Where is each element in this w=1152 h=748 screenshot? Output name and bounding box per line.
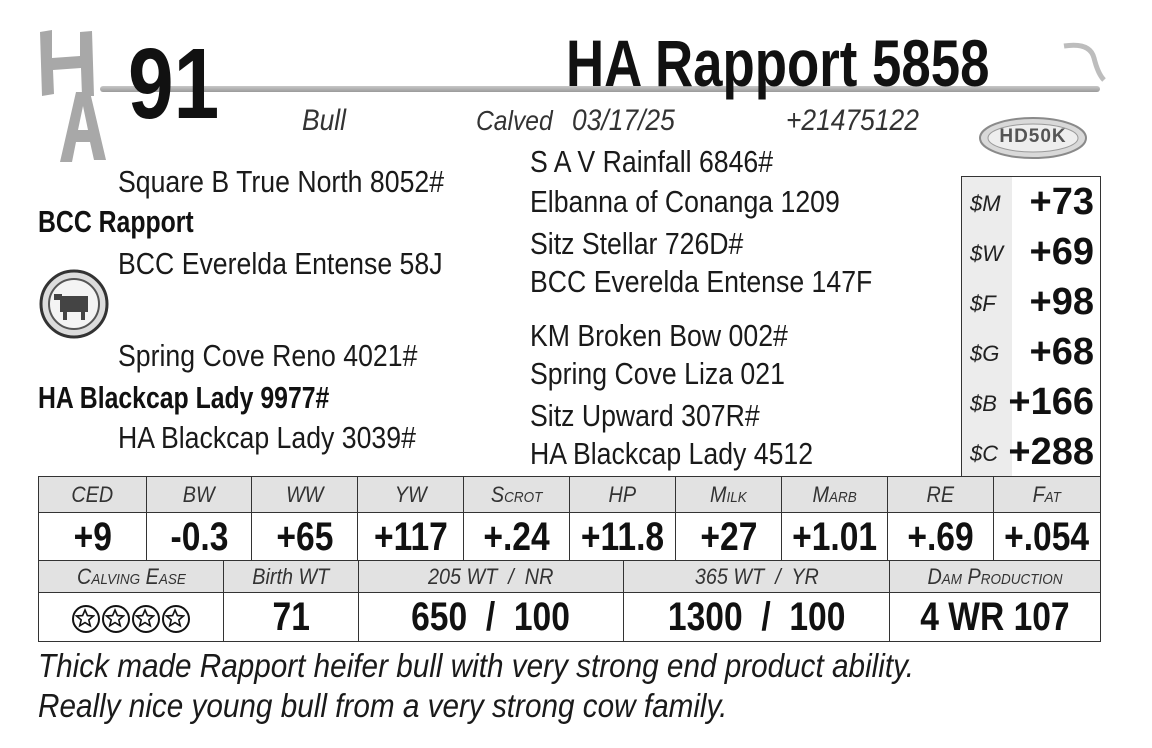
index-value: +166 bbox=[1008, 381, 1094, 423]
epd-grid bbox=[38, 476, 1101, 642]
sire-sire: Square B True North 8052# bbox=[118, 164, 445, 199]
epd-value-row bbox=[39, 513, 1100, 561]
epd-header-scrot: Scrot bbox=[464, 477, 570, 512]
registration-number: +21475122 bbox=[786, 104, 919, 137]
animal-sex: Bull bbox=[302, 104, 347, 137]
epd-value-fat: +.054 bbox=[1004, 515, 1090, 559]
perf-value-birth-wt: 71 bbox=[224, 593, 359, 641]
epd-header-yw: YW bbox=[358, 477, 464, 512]
epd-header-fat: Fat bbox=[994, 477, 1100, 512]
sire: BCC Rapport bbox=[38, 204, 194, 239]
dam-dam-sire: Sitz Upward 307R# bbox=[530, 398, 760, 433]
star-icon bbox=[102, 605, 130, 633]
calving-ease-star-group bbox=[71, 595, 191, 639]
epd-header-row bbox=[39, 477, 1100, 513]
perf-header-dam-production: Dam Production bbox=[890, 561, 1100, 592]
index-value: +68 bbox=[1029, 331, 1094, 373]
lot-number: 91 bbox=[128, 28, 220, 140]
index-row: $B +166 bbox=[970, 381, 1094, 423]
dam-dam-dam: HA Blackcap Lady 4512 bbox=[530, 436, 814, 471]
performance-value-row bbox=[39, 593, 1100, 641]
sire-dam: BCC Everelda Entense 58J bbox=[118, 246, 443, 281]
dam-sire-dam: Spring Cove Liza 021 bbox=[530, 356, 785, 391]
epd-header-hp: HP bbox=[570, 477, 676, 512]
perf-header-birth-wt: Birth WT bbox=[224, 561, 359, 592]
dam-sire-sire: KM Broken Bow 002# bbox=[530, 318, 788, 353]
index-row: $C +288 bbox=[970, 431, 1094, 473]
epd-header-re: RE bbox=[888, 477, 994, 512]
dam-dam: HA Blackcap Lady 3039# bbox=[118, 420, 416, 455]
epd-value-bw: -0.3 bbox=[147, 513, 252, 560]
comment-text bbox=[38, 646, 1102, 726]
epd-value-yw: +117 bbox=[358, 513, 464, 560]
epd-header-marb: Marb bbox=[782, 477, 888, 512]
calving-ease-stars bbox=[39, 593, 224, 641]
perf-value-dam-production: 4 WR 107 bbox=[920, 595, 1070, 639]
perf-header-calving-ease: Calving Ease bbox=[39, 561, 224, 592]
star-icon bbox=[162, 605, 190, 633]
sire-dam-dam: BCC Everelda Entense 147F bbox=[530, 264, 873, 299]
index-value: +73 bbox=[1029, 181, 1094, 223]
hd50k-badge: HD50K bbox=[978, 116, 1088, 160]
index-table bbox=[961, 176, 1101, 478]
epd-value-re: +.69 bbox=[888, 513, 994, 560]
perf-header-365-wt: 365 WT / YR bbox=[624, 561, 890, 592]
epd-value-scrot: +.24 bbox=[464, 513, 570, 560]
performance-header-row bbox=[39, 561, 1100, 593]
star-icon bbox=[72, 605, 100, 633]
epd-header-bw: BW bbox=[147, 477, 252, 512]
index-value: +69 bbox=[1029, 231, 1094, 273]
epd-value-marb: +1.01 bbox=[782, 513, 888, 560]
dam: HA Blackcap Lady 9977# bbox=[38, 380, 330, 415]
index-value: +288 bbox=[1008, 431, 1094, 473]
index-row: $G +68 bbox=[970, 331, 1094, 373]
index-row: $M +73 bbox=[970, 181, 1094, 223]
brand-a-logo bbox=[56, 88, 108, 164]
index-value: +98 bbox=[1029, 281, 1094, 323]
sire-sire-dam: Elbanna of Conanga 1209 bbox=[530, 184, 840, 219]
sire-dam-sire: Sitz Stellar 726D# bbox=[530, 226, 744, 261]
epd-header-ced: CED bbox=[39, 477, 147, 512]
dam-sire: Spring Cove Reno 4021# bbox=[118, 338, 418, 373]
calved-date: 03/17/25 bbox=[572, 104, 675, 137]
perf-header-205-wt: 205 WT / NR bbox=[359, 561, 624, 592]
association-seal-icon bbox=[38, 268, 110, 340]
epd-value-hp: +11.8 bbox=[570, 513, 676, 560]
epd-header-ww: WW bbox=[252, 477, 358, 512]
sire-sire-sire: S A V Rainfall 6846# bbox=[530, 144, 774, 179]
epd-value-milk: +27 bbox=[676, 513, 782, 560]
animal-name: HA Rapport 5858 bbox=[566, 26, 990, 100]
star-icon bbox=[132, 605, 160, 633]
epd-value-ced: +9 bbox=[39, 513, 147, 560]
perf-value-205-wt: 650 / 100 bbox=[359, 593, 624, 641]
comment-line-2: Really nice young bull from a very strong cow family. bbox=[38, 687, 728, 724]
index-row: $W +69 bbox=[970, 231, 1094, 273]
epd-header-milk: Milk bbox=[676, 477, 782, 512]
calved-label: Calved bbox=[476, 105, 553, 136]
comment-line-1: Thick made Rapport heifer bull with very strong end product ability. bbox=[38, 647, 915, 684]
epd-value-ww: +65 bbox=[252, 513, 358, 560]
index-row: $F +98 bbox=[970, 281, 1094, 323]
perf-value-365-wt: 1300 / 100 bbox=[624, 593, 890, 641]
